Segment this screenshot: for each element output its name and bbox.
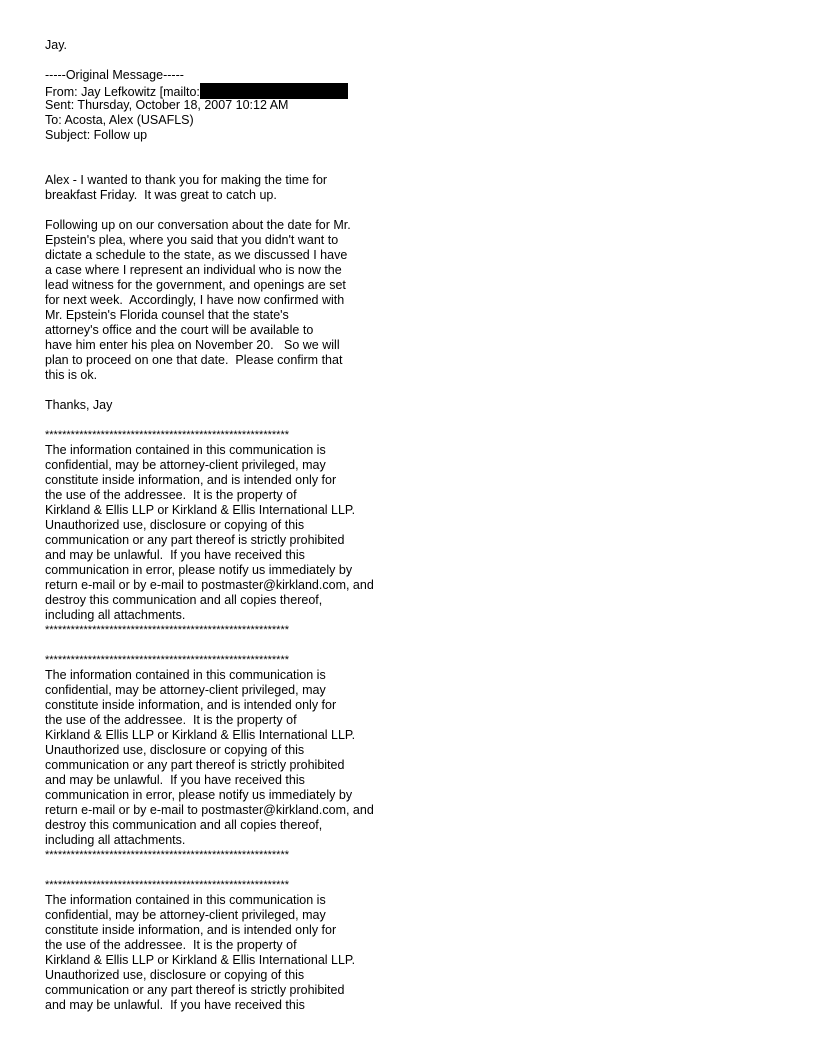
disclaimer-line: communication or any part thereof is strictly prohibited bbox=[45, 983, 345, 997]
disclaimer-line: communication or any part thereof is strictly prohibited bbox=[45, 533, 345, 547]
paragraph-thanks bbox=[45, 173, 785, 203]
disclaimer-line: destroy this communication and all copies thereof, bbox=[45, 593, 323, 607]
paragraph-plea-date bbox=[45, 218, 785, 383]
disclaimer-line: communication or any part thereof is strictly prohibited bbox=[45, 758, 345, 772]
disclaimer-line: and may be unlawful. If you have received this bbox=[45, 548, 305, 562]
disclaimer-line: Unauthorized use, disclosure or copying of this bbox=[45, 743, 305, 757]
subject-line: Subject: Follow up bbox=[45, 128, 148, 142]
disclaimer-line: Kirkland & Ellis LLP or Kirkland & Ellis International LLP. bbox=[45, 503, 356, 517]
asterisk-divider: ********************************************************* bbox=[45, 849, 290, 861]
disclaimer-line: the use of the addressee. It is the property of bbox=[45, 713, 297, 727]
body-line: lead witness for the government, and openings are set bbox=[45, 278, 346, 292]
disclaimer-block bbox=[45, 428, 785, 638]
disclaimer-line: The information contained in this communication is bbox=[45, 443, 326, 457]
disclaimer-line: constitute inside information, and is intended only for bbox=[45, 923, 337, 937]
from-line bbox=[45, 83, 785, 98]
spacer bbox=[45, 143, 785, 173]
body-line: Alex - I wanted to thank you for making the time for bbox=[45, 173, 328, 187]
body-line: Mr. Epstein's Florida counsel that the state's bbox=[45, 308, 289, 322]
asterisk-divider: ********************************************************* bbox=[45, 429, 290, 441]
original-message-header bbox=[45, 68, 785, 143]
disclaimer-line: The information contained in this communication is bbox=[45, 893, 326, 907]
redaction-bar bbox=[200, 83, 348, 99]
body-line: for next week. Accordingly, I have now confirmed with bbox=[45, 293, 345, 307]
disclaimer-line: confidential, may be attorney-client privileged, may bbox=[45, 908, 326, 922]
disclaimer-line: confidential, may be attorney-client privileged, may bbox=[45, 683, 326, 697]
disclaimer-line: Unauthorized use, disclosure or copying of this bbox=[45, 518, 305, 532]
asterisk-divider: ********************************************************* bbox=[45, 654, 290, 666]
spacer bbox=[45, 638, 785, 653]
disclaimer-line: including all attachments. bbox=[45, 608, 186, 622]
disclaimer-line: constitute inside information, and is intended only for bbox=[45, 473, 337, 487]
asterisk-divider: ********************************************************* bbox=[45, 624, 290, 636]
asterisk-divider: ********************************************************* bbox=[45, 879, 290, 891]
body-line: this is ok. bbox=[45, 368, 98, 382]
original-message-separator: -----Original Message----- bbox=[45, 68, 184, 82]
body-line: a case where I represent an individual who is now the bbox=[45, 263, 342, 277]
disclaimer-block bbox=[45, 653, 785, 863]
spacer bbox=[45, 413, 785, 428]
disclaimer-line: and may be unlawful. If you have received this bbox=[45, 773, 305, 787]
spacer bbox=[45, 383, 785, 398]
disclaimer-line: confidential, may be attorney-client privileged, may bbox=[45, 458, 326, 472]
disclaimer-line: constitute inside information, and is intended only for bbox=[45, 698, 337, 712]
body-line: Following up on our conversation about the date for Mr. bbox=[45, 218, 351, 232]
body-line: have him enter his plea on November 20. So we will bbox=[45, 338, 340, 352]
body-line: attorney's office and the court will be available to bbox=[45, 323, 314, 337]
spacer bbox=[45, 53, 785, 68]
signoff: Thanks, Jay bbox=[45, 398, 113, 412]
disclaimer-line: the use of the addressee. It is the property of bbox=[45, 488, 297, 502]
disclaimer-block bbox=[45, 878, 785, 1013]
spacer bbox=[45, 863, 785, 878]
disclaimer-line: The information contained in this communication is bbox=[45, 668, 326, 682]
body-line: dictate a schedule to the state, as we discussed I have bbox=[45, 248, 348, 262]
body-line: breakfast Friday. It was great to catch up. bbox=[45, 188, 277, 202]
message-body bbox=[45, 173, 785, 413]
disclaimer-line: the use of the addressee. It is the property of bbox=[45, 938, 297, 952]
closing-signature: Jay. bbox=[45, 38, 67, 52]
body-line: Epstein's plea, where you said that you didn't want to bbox=[45, 233, 339, 247]
body-line: plan to proceed on one that date. Please confirm that bbox=[45, 353, 343, 367]
disclaimer-line: destroy this communication and all copies thereof, bbox=[45, 818, 323, 832]
email-document bbox=[45, 38, 785, 1013]
disclaimer-line: communication in error, please notify us immediately by bbox=[45, 563, 353, 577]
to-line: To: Acosta, Alex (USAFLS) bbox=[45, 113, 194, 127]
disclaimer-line: and may be unlawful. If you have received this bbox=[45, 998, 305, 1012]
disclaimer-line: Unauthorized use, disclosure or copying of this bbox=[45, 968, 305, 982]
spacer bbox=[45, 203, 785, 218]
disclaimer-line: communication in error, please notify us immediately by bbox=[45, 788, 353, 802]
disclaimer-line: Kirkland & Ellis LLP or Kirkland & Ellis International LLP. bbox=[45, 728, 356, 742]
disclaimer-line: return e-mail or by e-mail to postmaster@kirkland.com, and bbox=[45, 578, 374, 592]
disclaimer-line: return e-mail or by e-mail to postmaster@kirkland.com, and bbox=[45, 803, 374, 817]
from-label: From: Jay Lefkowitz [mailto: bbox=[45, 85, 200, 99]
disclaimer-line: Kirkland & Ellis LLP or Kirkland & Ellis International LLP. bbox=[45, 953, 356, 967]
disclaimer-line: including all attachments. bbox=[45, 833, 186, 847]
sent-line: Sent: Thursday, October 18, 2007 10:12 AM bbox=[45, 98, 289, 112]
